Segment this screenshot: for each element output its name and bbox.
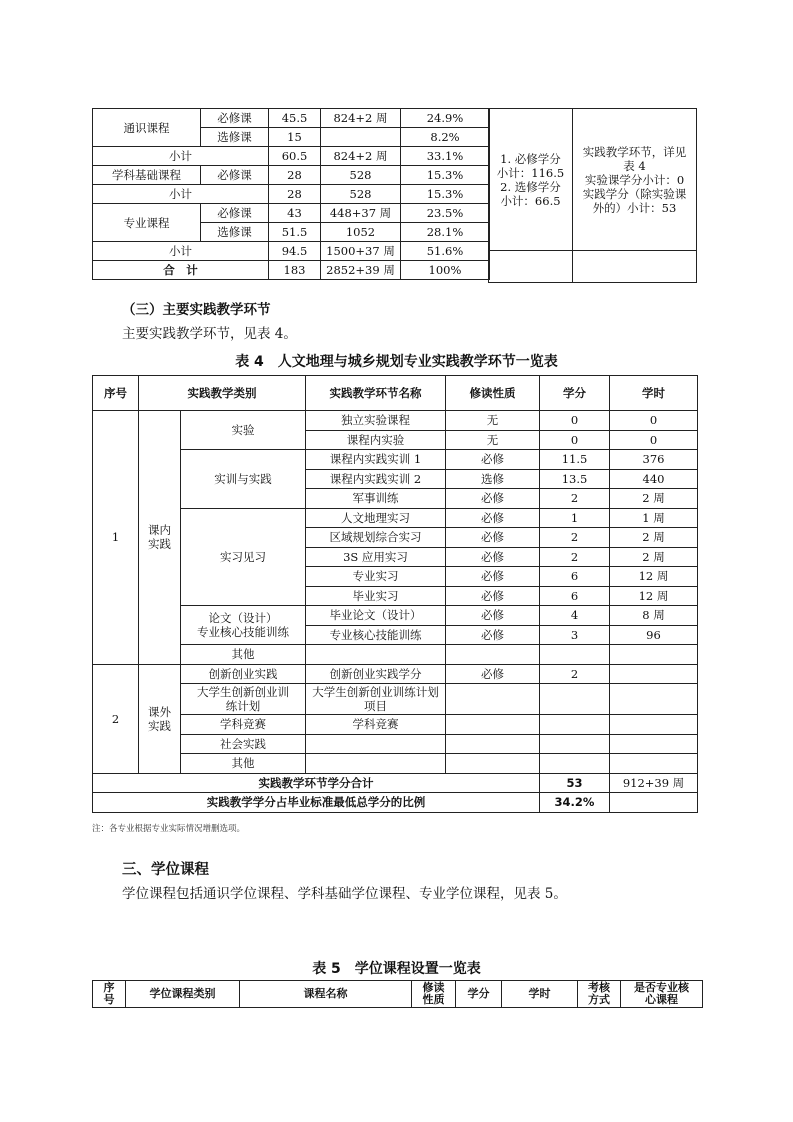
header-cell: 序号 (93, 376, 139, 411)
header-cell: 实践教学环节名称 (306, 376, 446, 411)
item-credit (540, 754, 610, 774)
item-nature (446, 715, 540, 735)
item-nature: 必修 (446, 625, 540, 645)
header-cell: 实践教学类别 (139, 376, 306, 411)
credit-cell: 94.5 (269, 242, 321, 261)
type-cell: 选修课 (201, 223, 269, 242)
empty-cell (610, 793, 698, 813)
table-row (93, 645, 698, 665)
header-cell: 序 号 (93, 981, 126, 1008)
pct-cell: 33.1% (401, 147, 490, 166)
item-credit: 4 (540, 606, 610, 626)
credit-cell: 45.5 (269, 109, 321, 128)
table-note: 注：各专业根据专业实际情况增删选项。 (92, 824, 246, 834)
credit-note-cell (488, 108, 573, 251)
table-row (93, 606, 698, 626)
sum-credit: 53 (540, 773, 610, 793)
item-nature: 选修 (446, 469, 540, 489)
table-row (93, 754, 698, 774)
item-name (306, 645, 446, 665)
item-name: 区域规划综合实习 (306, 528, 446, 548)
item-hours: 2 周 (610, 547, 698, 567)
table-row (93, 109, 490, 128)
item-hours (610, 715, 698, 735)
note-line: 小计：66.5 (500, 193, 561, 208)
item-hours: 2 周 (610, 489, 698, 509)
item-credit: 0 (540, 430, 610, 450)
note-line: 2. 选修学分 (500, 179, 561, 194)
item-hours: 12 周 (610, 567, 698, 587)
subtotal-label: 小计 (93, 185, 269, 204)
item-hours: 12 周 (610, 586, 698, 606)
table-row (93, 185, 490, 204)
pct-cell: 23.5% (401, 204, 490, 223)
item-credit: 1 (540, 508, 610, 528)
table-header-row (93, 376, 698, 411)
subtotal-label: 小计 (93, 242, 269, 261)
section-heading: （三）主要实践教学环节 (122, 302, 271, 318)
section-text: 学位课程包括通识学位课程、学科基础学位课程、专业学位课程，见表 5。 (122, 886, 567, 902)
hours-cell: 1052 (321, 223, 401, 242)
type-cell: 必修课 (201, 166, 269, 185)
header-cell: 学时 (502, 981, 578, 1008)
subcategory-cell: 实训与实践 (181, 450, 306, 509)
subtotal-label: 小计 (93, 147, 269, 166)
item-nature (446, 645, 540, 665)
header-cell: 学时 (610, 376, 698, 411)
sum-label: 实践教学环节学分合计 (93, 773, 540, 793)
table-row (93, 166, 490, 185)
item-credit: 6 (540, 567, 610, 587)
item-hours (610, 664, 698, 684)
hours-cell: 1500+37 周 (321, 242, 401, 261)
item-credit (540, 684, 610, 715)
subcategory-cell: 实习见习 (181, 508, 306, 606)
category-cell: 通识课程 (93, 109, 201, 147)
type-cell: 必修课 (201, 204, 269, 223)
item-hours (610, 734, 698, 754)
credit-summary-table (92, 108, 490, 280)
credit-cell: 28 (269, 166, 321, 185)
item-hours (610, 684, 698, 715)
item-hours: 8 周 (610, 606, 698, 626)
hours-cell: 824+2 周 (321, 109, 401, 128)
item-credit (540, 715, 610, 735)
empty-cell (488, 250, 573, 283)
credit-cell: 43 (269, 204, 321, 223)
credit-cell: 51.5 (269, 223, 321, 242)
table-header-row (93, 981, 703, 1008)
header-cell: 是否专业核 心课程 (621, 981, 703, 1008)
item-name: 创新创业实践学分 (306, 664, 446, 684)
item-name: 课程内实践实训 1 (306, 450, 446, 470)
table-row (93, 204, 490, 223)
item-credit: 13.5 (540, 469, 610, 489)
subcategory-cell: 创新创业实践 (181, 664, 306, 684)
note-line: 外的）小计：53 (592, 200, 677, 215)
item-nature: 无 (446, 411, 540, 431)
subcategory-cell: 论文（设计） 专业核心技能训练 (181, 606, 306, 645)
item-name: 人文地理实习 (306, 508, 446, 528)
item-credit: 2 (540, 547, 610, 567)
item-credit (540, 645, 610, 665)
item-nature: 必修 (446, 606, 540, 626)
group-number: 1 (93, 411, 139, 665)
header-cell: 修读 性质 (412, 981, 456, 1008)
table-row (93, 684, 698, 715)
header-cell: 学位课程类别 (126, 981, 240, 1008)
item-nature: 必修 (446, 664, 540, 684)
table-row (93, 242, 490, 261)
item-name (306, 754, 446, 774)
item-hours: 376 (610, 450, 698, 470)
item-nature: 必修 (446, 528, 540, 548)
item-name: 毕业实习 (306, 586, 446, 606)
header-cell: 课程名称 (240, 981, 412, 1008)
table-row (93, 450, 698, 470)
item-nature (446, 734, 540, 754)
header-cell: 考核 方式 (578, 981, 621, 1008)
ratio-value: 34.2% (540, 793, 610, 813)
type-cell: 必修课 (201, 109, 269, 128)
empty-cell (572, 250, 697, 283)
credit-cell: 183 (269, 261, 321, 280)
item-name: 专业实习 (306, 567, 446, 587)
group-number: 2 (93, 664, 139, 773)
table-sum-row (93, 773, 698, 793)
subcategory-cell: 其他 (181, 645, 306, 665)
group-label: 课外 实践 (139, 664, 181, 773)
table-caption: 表 4 人文地理与城乡规划专业实践教学环节一览表 (235, 354, 558, 370)
pct-cell: 8.2% (401, 128, 490, 147)
item-hours (610, 754, 698, 774)
header-cell: 修读性质 (446, 376, 540, 411)
subcategory-cell: 其他 (181, 754, 306, 774)
section-heading: 三、学位课程 (122, 862, 209, 878)
item-nature: 必修 (446, 547, 540, 567)
section-text: 主要实践教学环节，见表 4。 (122, 326, 297, 342)
subcategory-cell: 实验 (181, 411, 306, 450)
hours-cell: 2852+39 周 (321, 261, 401, 280)
item-credit: 6 (540, 586, 610, 606)
sum-hours: 912+39 周 (610, 773, 698, 793)
item-name: 毕业论文（设计） (306, 606, 446, 626)
table-ratio-row (93, 793, 698, 813)
item-nature (446, 754, 540, 774)
degree-course-table (92, 980, 703, 1008)
total-label: 合 计 (93, 261, 269, 280)
table-row (93, 664, 698, 684)
header-cell: 学分 (456, 981, 502, 1008)
pct-cell: 15.3% (401, 166, 490, 185)
item-hours: 2 周 (610, 528, 698, 548)
subcategory-cell: 学科竞赛 (181, 715, 306, 735)
item-name: 专业核心技能训练 (306, 625, 446, 645)
note-line: 小计：116.5 (496, 165, 565, 180)
pct-cell: 28.1% (401, 223, 490, 242)
note-line: 实验课学分小计：0 (584, 172, 685, 187)
category-cell: 专业课程 (93, 204, 201, 242)
item-name: 课程内实验 (306, 430, 446, 450)
item-credit: 2 (540, 664, 610, 684)
table-caption: 表 5 学位课程设置一览表 (312, 961, 481, 977)
credit-cell: 28 (269, 185, 321, 204)
item-name: 学科竞赛 (306, 715, 446, 735)
item-hours: 440 (610, 469, 698, 489)
subcategory-cell: 社会实践 (181, 734, 306, 754)
table-row (93, 261, 490, 280)
practice-note-cell (572, 108, 697, 251)
note-line: 实践教学环节，详见 (582, 144, 687, 159)
item-credit (540, 734, 610, 754)
item-hours: 0 (610, 411, 698, 431)
type-cell: 选修课 (201, 128, 269, 147)
item-nature (446, 684, 540, 715)
pct-cell: 24.9% (401, 109, 490, 128)
item-nature: 无 (446, 430, 540, 450)
note-line: 表 4 (623, 158, 646, 173)
hours-cell (321, 128, 401, 147)
hours-cell: 448+37 周 (321, 204, 401, 223)
table-row (93, 411, 698, 431)
category-cell: 学科基础课程 (93, 166, 201, 185)
credit-cell: 60.5 (269, 147, 321, 166)
item-name: 大学生创新创业训练计划项目 (306, 684, 446, 715)
practice-table (92, 375, 698, 813)
item-name: 3S 应用实习 (306, 547, 446, 567)
item-nature: 必修 (446, 586, 540, 606)
item-nature: 必修 (446, 450, 540, 470)
hours-cell: 528 (321, 185, 401, 204)
pct-cell: 15.3% (401, 185, 490, 204)
item-nature: 必修 (446, 489, 540, 509)
item-name (306, 734, 446, 754)
table-row (93, 508, 698, 528)
note-line: 1. 必修学分 (500, 151, 561, 166)
hours-cell: 824+2 周 (321, 147, 401, 166)
pct-cell: 51.6% (401, 242, 490, 261)
item-credit: 3 (540, 625, 610, 645)
item-credit: 11.5 (540, 450, 610, 470)
table-row (93, 715, 698, 735)
item-name: 军事训练 (306, 489, 446, 509)
subcategory-cell: 大学生创新创业训 练计划 (181, 684, 306, 715)
pct-cell: 100% (401, 261, 490, 280)
hours-cell: 528 (321, 166, 401, 185)
item-credit: 2 (540, 528, 610, 548)
ratio-label: 实践教学学分占毕业标准最低总学分的比例 (93, 793, 540, 813)
table-row (93, 734, 698, 754)
item-nature: 必修 (446, 567, 540, 587)
header-cell: 学分 (540, 376, 610, 411)
credit-cell: 15 (269, 128, 321, 147)
item-hours (610, 645, 698, 665)
table-row (93, 147, 490, 166)
item-hours: 0 (610, 430, 698, 450)
group-label: 课内 实践 (139, 411, 181, 665)
item-nature: 必修 (446, 508, 540, 528)
item-hours: 1 周 (610, 508, 698, 528)
note-line: 实践学分（除实验课 (582, 186, 687, 201)
item-name: 独立实验课程 (306, 411, 446, 431)
item-credit: 0 (540, 411, 610, 431)
item-name: 课程内实践实训 2 (306, 469, 446, 489)
item-credit: 2 (540, 489, 610, 509)
item-hours: 96 (610, 625, 698, 645)
